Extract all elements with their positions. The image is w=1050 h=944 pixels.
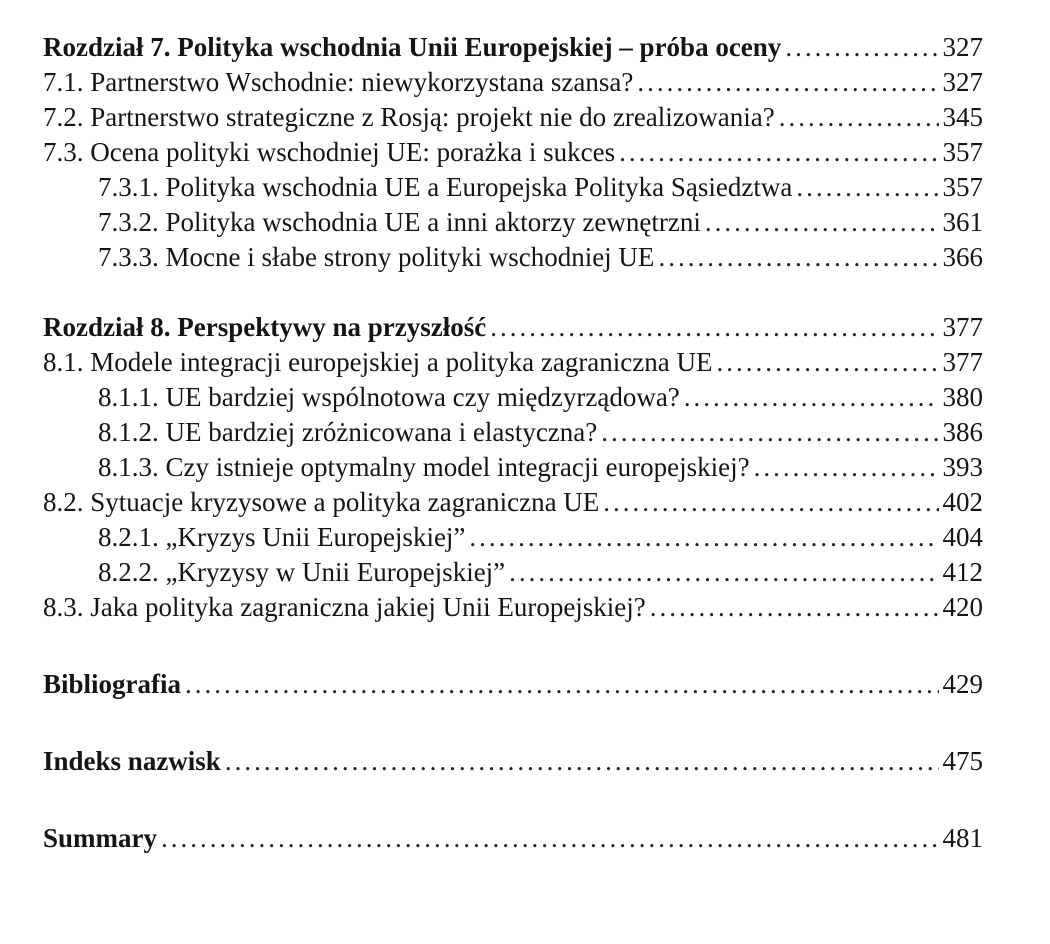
dot-leader (601, 415, 938, 450)
toc-entry-title: Indeks nazwisk (43, 746, 221, 776)
spacer (43, 275, 983, 310)
toc-entry-page: 327 (942, 32, 983, 62)
toc-entry-page: 366 (942, 242, 983, 272)
dot-leader (717, 345, 939, 380)
spacer (43, 625, 983, 667)
toc-section-7-1 (43, 65, 983, 100)
toc-entry-title: 7.2. Partnerstwo strategiczne z Rosją: projekt nie do zrealizowania? (43, 102, 775, 132)
toc-section-7-3 (43, 135, 983, 170)
toc-subsection-7-3-3 (43, 240, 983, 275)
dot-leader (658, 240, 938, 275)
dot-leader (509, 555, 938, 590)
toc-entry-page: 345 (942, 102, 983, 132)
toc-entry-page: 357 (942, 137, 983, 167)
dot-leader (603, 485, 938, 520)
toc-name-index (43, 744, 983, 779)
toc-entry-page: 420 (942, 592, 983, 622)
toc-entry-title: Bibliografia (43, 669, 182, 699)
dot-leader (779, 100, 939, 135)
toc-entry-page: 361 (942, 207, 983, 237)
toc-entry-page: 393 (942, 452, 983, 482)
toc-entry-title: 8.2.2. „Kryzysy w Unii Europejskiej” (98, 557, 506, 587)
toc-entry-title: 8.1. Modele integracji europejskiej a polityka zagraniczna UE (43, 347, 713, 377)
toc-entry-title: 8.1.3. Czy istnieje optymalny model integracji europejskiej? (98, 452, 750, 482)
toc-entry-page: 429 (942, 669, 983, 699)
toc-chapter-8 (43, 310, 983, 345)
toc-entry-title: 8.1.2. UE bardziej zróżnicowana i elastyczna? (98, 417, 598, 447)
toc-entry-page: 475 (942, 746, 983, 776)
toc-section-8-2 (43, 485, 983, 520)
toc-chapter-7 (43, 30, 983, 65)
dot-leader (796, 170, 938, 205)
dot-leader (490, 310, 938, 345)
dot-leader (225, 744, 939, 779)
dot-leader (684, 380, 939, 415)
toc-entry-page: 386 (942, 417, 983, 447)
dot-leader (754, 450, 939, 485)
toc-entry-title: 7.3.2. Polityka wschodnia UE a inni aktorzy zewnętrzni (98, 207, 701, 237)
toc-entry-title: 8.3. Jaka polityka zagraniczna jakiej Unii Europejskiej? (43, 592, 646, 622)
dot-leader (185, 667, 938, 702)
toc-section-8-3 (43, 590, 983, 625)
spacer (43, 702, 983, 744)
toc-summary (43, 821, 983, 856)
toc-entry-title: 7.3.1. Polityka wschodnia UE a Europejska Polityka Sąsiedztwa (98, 172, 793, 202)
toc-subsection-7-3-2 (43, 205, 983, 240)
dot-leader (705, 205, 939, 240)
toc-entry-title: 7.1. Partnerstwo Wschodnie: niewykorzystana szansa? (43, 67, 634, 97)
dot-leader (650, 590, 939, 625)
table-of-contents (43, 30, 983, 856)
toc-bibliography (43, 667, 983, 702)
toc-entry-title: 7.3. Ocena polityki wschodniej UE: porażka i sukces (43, 137, 616, 167)
toc-subsection-8-1-3 (43, 450, 983, 485)
dot-leader (619, 135, 938, 170)
toc-entry-page: 380 (942, 382, 983, 412)
toc-subsection-8-2-2 (43, 555, 983, 590)
spacer (43, 779, 983, 821)
toc-entry-page: 377 (942, 347, 983, 377)
toc-entry-title: 8.1.1. UE bardziej wspólnotowa czy międzyrządowa? (98, 382, 680, 412)
toc-entry-page: 377 (942, 312, 983, 342)
toc-subsection-8-1-1 (43, 380, 983, 415)
toc-entry-title: Rozdział 7. Polityka wschodnia Unii Europejskiej – próba oceny (43, 32, 782, 62)
toc-entry-page: 357 (942, 172, 983, 202)
toc-subsection-7-3-1 (43, 170, 983, 205)
toc-entry-page: 327 (942, 67, 983, 97)
toc-subsection-8-1-2 (43, 415, 983, 450)
toc-section-8-1 (43, 345, 983, 380)
toc-section-7-2 (43, 100, 983, 135)
dot-leader (161, 821, 939, 856)
toc-subsection-8-2-1 (43, 520, 983, 555)
toc-entry-page: 402 (942, 487, 983, 517)
dot-leader (785, 30, 938, 65)
toc-entry-title: 8.2. Sytuacje kryzysowe a polityka zagraniczna UE (43, 487, 600, 517)
toc-entry-title: 8.2.1. „Kryzys Unii Europejskiej” (98, 522, 466, 552)
dot-leader (469, 520, 938, 555)
toc-entry-page: 404 (942, 522, 983, 552)
toc-entry-title: Rozdział 8. Perspektywy na przyszłość (43, 312, 487, 342)
toc-entry-page: 412 (942, 557, 983, 587)
toc-entry-title: Summary (43, 823, 157, 853)
toc-entry-page: 481 (942, 823, 983, 853)
toc-entry-title: 7.3.3. Mocne i słabe strony polityki wschodniej UE (98, 242, 655, 272)
dot-leader (637, 65, 938, 100)
